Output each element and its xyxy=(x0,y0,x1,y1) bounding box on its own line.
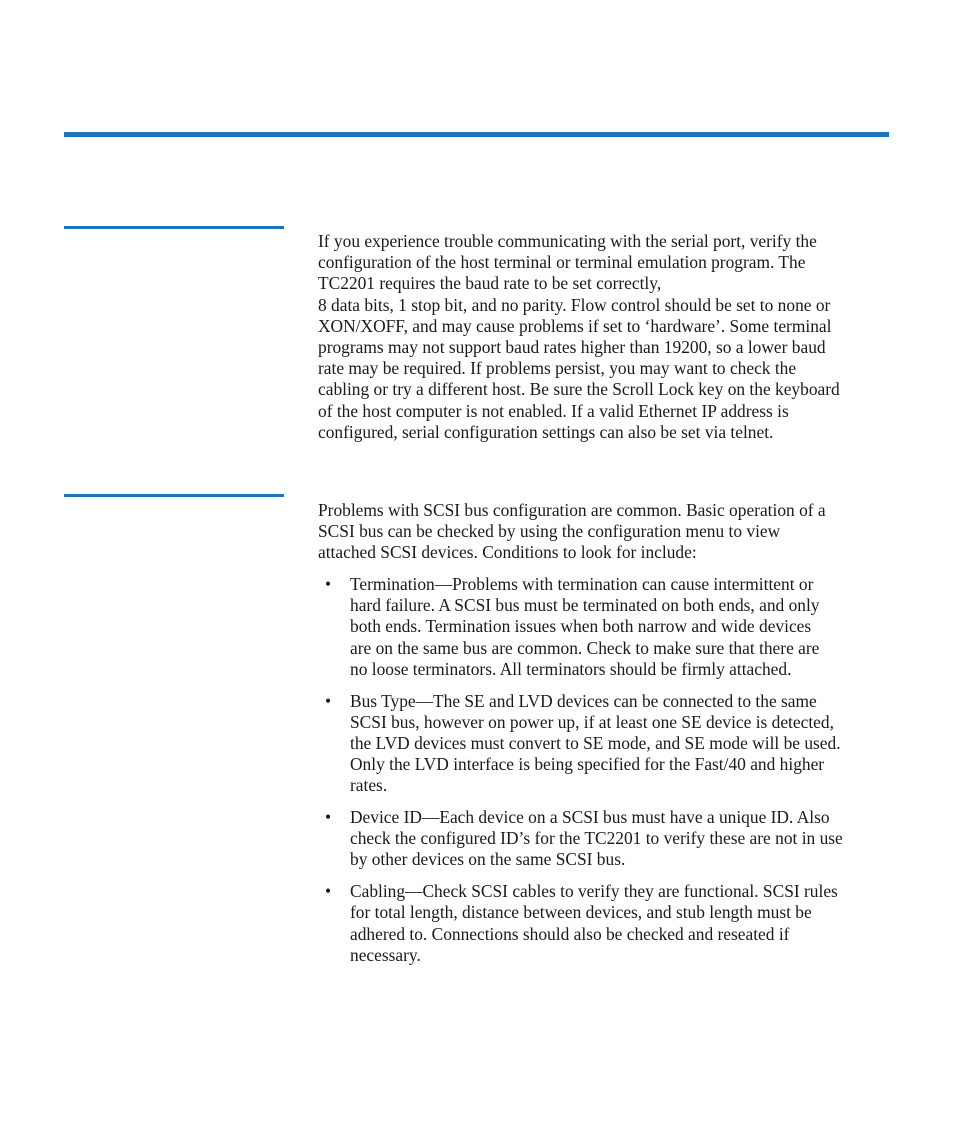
list-item-line: are on the same bus are common. Check to make sure that there are xyxy=(350,637,820,658)
list-item-line: rates. xyxy=(350,775,388,796)
list-item-line: hard failure. A SCSI bus must be terminated on both ends, and only xyxy=(350,595,820,616)
list-item-line: the LVD devices must convert to SE mode, and SE mode will be used. xyxy=(350,732,841,753)
list-item-line: Bus Type—The SE and LVD devices can be connected to the same xyxy=(350,690,817,711)
list-item-line: Cabling—Check SCSI cables to verify they are functional. SCSI rules xyxy=(350,881,838,902)
list-item-line: necessary. xyxy=(350,944,421,965)
paragraph-line: SCSI bus can be checked by using the configuration menu to view xyxy=(318,521,781,542)
paragraph-line: rate may be required. If problems persist, you may want to check the xyxy=(318,358,797,379)
header-rule xyxy=(64,132,889,137)
paragraph-line: 8 data bits, 1 stop bit, and no parity. Flow control should be set to none or xyxy=(318,294,831,315)
paragraph-line: If you experience trouble communicating with the serial port, verify the xyxy=(318,231,817,251)
list-item-line: no loose terminators. All terminators should be firmly attached. xyxy=(350,658,792,679)
list-item-line: check the configured ID’s for the TC2201 to verify these are not in use xyxy=(350,828,843,849)
list-item-line: Device ID—Each device on a SCSI bus must have a unique ID. Also xyxy=(350,807,830,828)
bullet-icon: • xyxy=(325,690,332,711)
section-rule-serial xyxy=(64,226,284,229)
paragraph-line: TC2201 requires the baud rate to be set correctly, xyxy=(318,273,662,294)
list-item-bus-type xyxy=(318,691,893,797)
list-item-cabling xyxy=(318,881,893,966)
list-item-line: both ends. Termination issues when both narrow and wide devices xyxy=(350,616,812,637)
paragraph-line: attached SCSI devices. Conditions to look for include: xyxy=(318,542,697,563)
paragraph-line: configuration of the host terminal or terminal emulation program. The xyxy=(318,252,806,273)
list-item-termination xyxy=(318,574,893,680)
paragraph-line: configured, serial configuration settings can also be set via telnet. xyxy=(318,421,774,442)
list-item-line: Only the LVD interface is being specified for the Fast/40 and higher xyxy=(350,754,825,775)
list-item-device-id xyxy=(318,807,893,871)
list-item-line: SCSI bus, however on power up, if at least one SE device is detected, xyxy=(350,711,834,732)
paragraph-line: Problems with SCSI bus configuration are common. Basic operation of a xyxy=(318,500,826,520)
paragraph-line: XON/XOFF, and may cause problems if set to ‘hardware’. Some terminal xyxy=(318,315,832,336)
section-rule-scsi xyxy=(64,494,284,497)
bullet-icon: • xyxy=(325,807,332,828)
list-item-line: by other devices on the same SCSI bus. xyxy=(350,849,626,870)
bullet-icon: • xyxy=(325,574,332,594)
scsi-conditions-list xyxy=(318,574,893,976)
serial-troubleshooting-paragraph xyxy=(318,231,893,443)
list-item-line: Termination—Problems with termination can cause intermittent or xyxy=(350,574,814,594)
paragraph-line: cabling or try a different host. Be sure the Scroll Lock key on the keyboard xyxy=(318,379,840,400)
list-item-line: for total length, distance between devices, and stub length must be xyxy=(350,902,812,923)
list-item-line: adhered to. Connections should also be checked and reseated if xyxy=(350,923,790,944)
bullet-icon: • xyxy=(325,881,332,902)
paragraph-line: programs may not support baud rates higher than 19200, so a lower baud xyxy=(318,337,826,358)
paragraph-line: of the host computer is not enabled. If a valid Ethernet IP address is xyxy=(318,400,789,421)
scsi-intro-paragraph xyxy=(318,500,893,564)
